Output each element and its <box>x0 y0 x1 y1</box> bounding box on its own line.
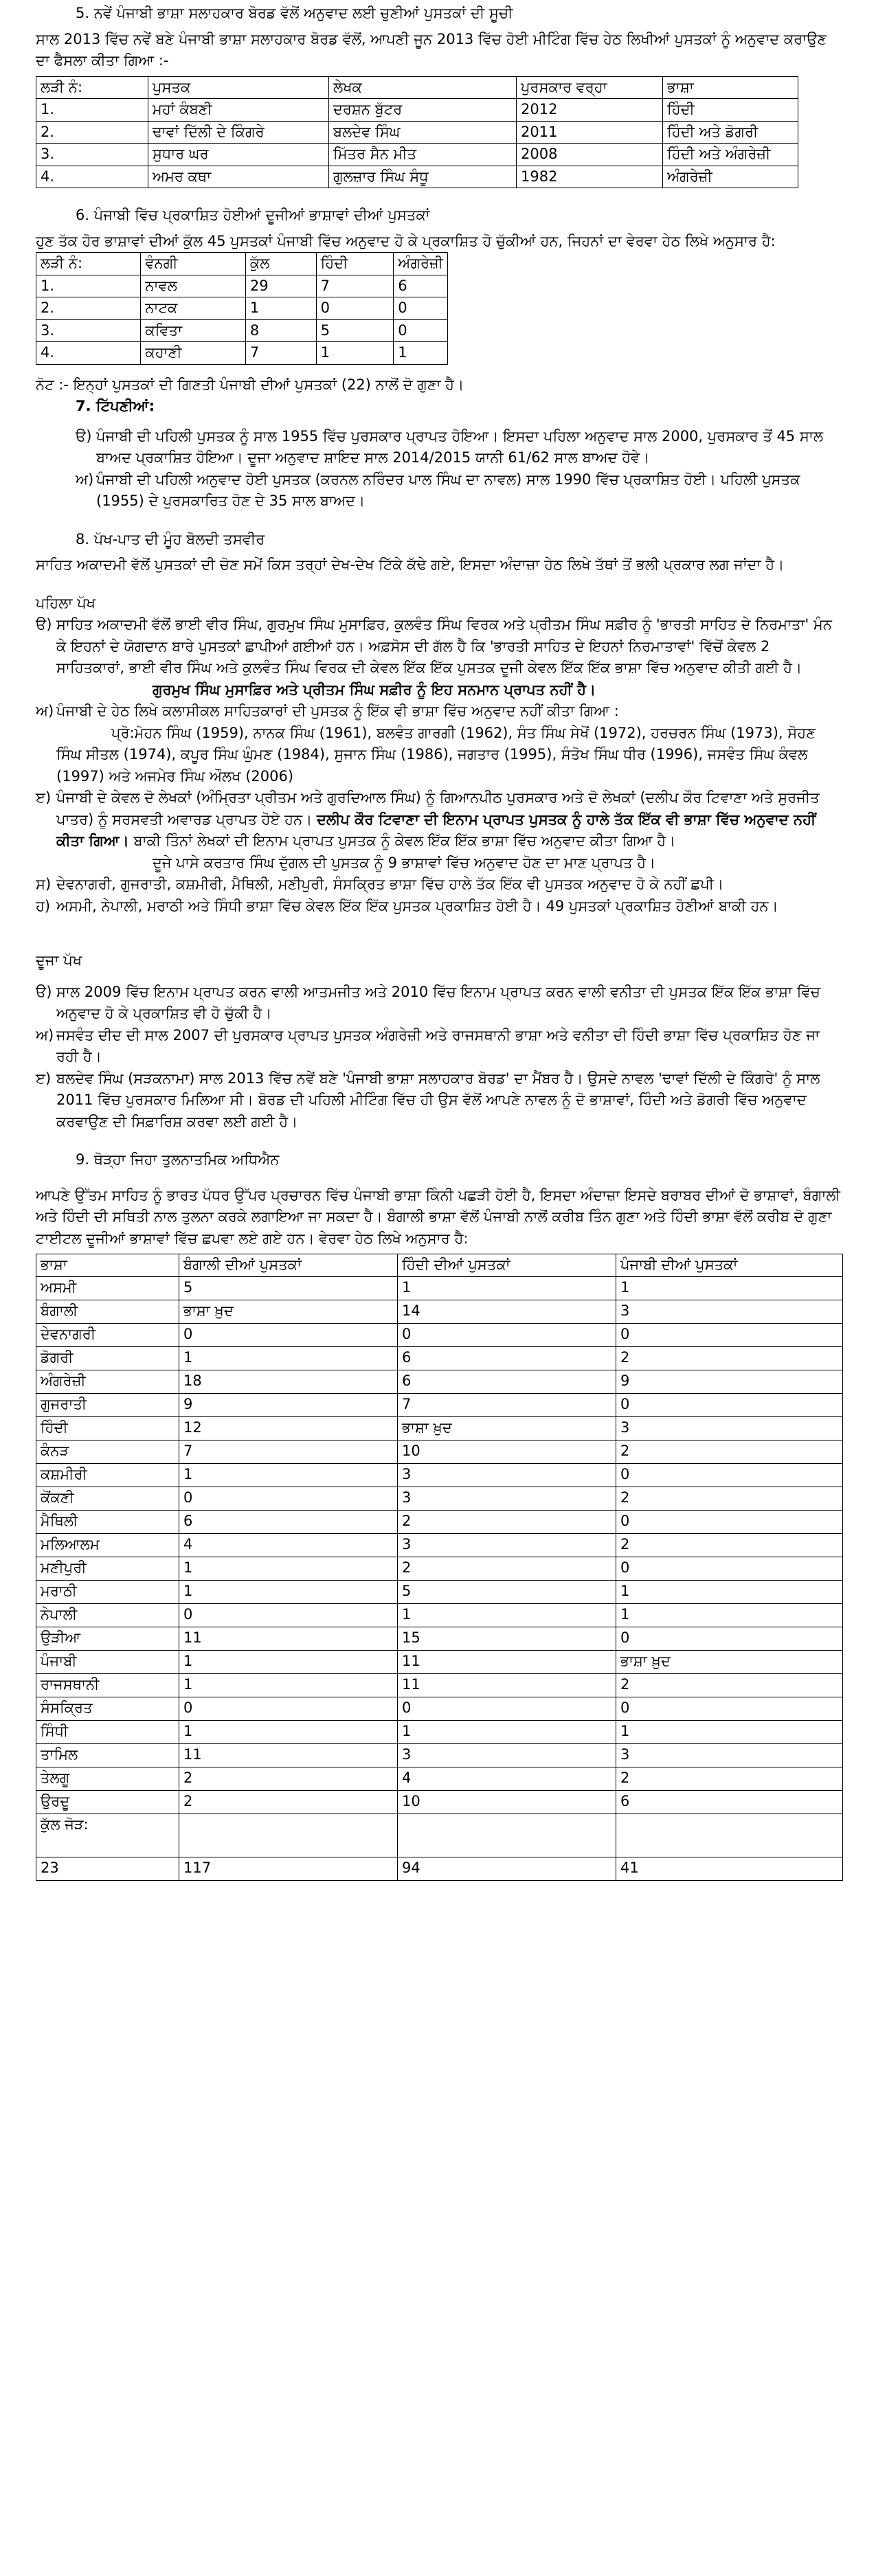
section-6-note: ਨੋਟ :- ਇਨ੍ਹਾਂ ਪੁਸਤਕਾਂ ਦੀ ਗਿਣਤੀ ਪੰਜਾਬੀ ਦੀਆਂ ਪੁਸਤਕਾਂ (22) ਨਾਲੋਂ ਦੋ ਗੁਣਾ ਹੈ। <box>36 376 464 393</box>
item-bold-text: ਦਲੀਪ ਕੌਰ ਟਿਵਾਣਾ ਦੀ ਇਨਾਮ ਪ੍ਰਾਪਤ ਪੁਸਤਕ ਨੂੰ ਹਾਲੇ ਤੱਕ ਇੱਕ ਵੀ ਭਾਸ਼ਾ ਵਿੱਚ ਅਨੁਵਾਦ ਨਹੀਂ ਕੀਤਾ ਗਿਆ। <box>56 811 816 849</box>
cell: 6 <box>398 1370 616 1393</box>
list-item <box>76 426 840 469</box>
cell: 7 <box>245 342 316 365</box>
table-row <box>36 1463 843 1487</box>
cell: 0 <box>398 1697 616 1720</box>
col-total: ਕੁੱਲ <box>245 253 316 275</box>
total-label-row <box>36 1814 843 1857</box>
total-cell: 23 <box>36 1857 179 1880</box>
list-item <box>36 1068 840 1133</box>
section-7 <box>36 396 840 512</box>
cell: 3 <box>398 1743 616 1767</box>
cell: 5 <box>179 1276 398 1300</box>
col-language: ਭਾਸ਼ਾ <box>663 76 798 99</box>
empty-cell <box>398 1814 616 1857</box>
cell: 7 <box>398 1393 616 1416</box>
col-book: ਪੁਸਤਕ <box>148 76 329 99</box>
table-row <box>36 144 798 166</box>
cell: 0 <box>616 1510 843 1533</box>
cell: 8 <box>245 319 316 342</box>
table-row <box>36 1697 843 1720</box>
section-5-heading: 5. ਨਵੇਂ ਪੰਜਾਬੀ ਭਾਸ਼ਾ ਸਲਾਹਕਾਰ ਬੋਰਡ ਵੱਲੋਂ ਅਨੁਵਾਦ ਲਈ ਚੁਣੀਆਂ ਪੁਸਤਕਾਂ ਦੀ ਸੂਚੀ <box>76 5 513 21</box>
cell: 3 <box>616 1743 843 1767</box>
cell: 0 <box>616 1557 843 1580</box>
section-6-heading: 6. ਪੰਜਾਬੀ ਵਿੱਚ ਪ੍ਰਕਾਸ਼ਿਤ ਹੋਈਆਂ ਦੂਜੀਆਂ ਭਾਸ਼ਾਵਾਂ ਦੀਆਂ ਪੁਸਤਕਾਂ <box>76 207 430 223</box>
item-marker: ਅ) <box>76 471 94 488</box>
cell: ਕੰਨੜ <box>36 1440 179 1463</box>
cell: 0 <box>616 1627 843 1650</box>
cell: 1. <box>36 99 148 122</box>
col-english: ਅੰਗਰੇਜ਼ੀ <box>394 253 448 275</box>
item-marker: ੲ) <box>36 1070 52 1087</box>
item-text: ਜਸਵੰਤ ਦੀਦ ਦੀ ਸਾਲ 2007 ਦੀ ਪੁਰਸਕਾਰ ਪ੍ਰਾਪਤ ਪੁਸਤਕ ਅੰਗਰੇਜ਼ੀ ਅਤੇ ਰਾਜਸਥਾਨੀ ਭਾਸ਼ਾ ਅਤੇ ਵਨੀਤਾ ਦੀ ਹਿੰਦੀ ਭਾਸ਼ਾ ਵਿੱਚ ਪ੍ਰਕਾਸ਼ਿਤ ਹੋਣ ਜਾ ਰਹੀ ਹੈ। <box>56 1026 820 1065</box>
table-row <box>36 1510 843 1533</box>
table-row <box>36 1627 843 1650</box>
item-text: ਅਸਮੀ, ਨੇਪਾਲੀ, ਮਰਾਠੀ ਅਤੇ ਸਿੰਧੀ ਭਾਸ਼ਾ ਵਿੱਚ ਕੇਵਲ ਇੱਕ ਇੱਕ ਪੁਸਤਕ ਪ੍ਰਕਾਸ਼ਿਤ ਹੋਈ ਹੈ। 49 ਪੁਸਤਕਾਂ ਪ੍ਰਕਾਸ਼ਿਤ ਹੋਣੀਆਂ ਬਾਕੀ ਹਨ। <box>56 897 778 914</box>
table-row <box>36 121 798 144</box>
list-item <box>36 614 840 701</box>
cell: 2 <box>616 1767 843 1790</box>
cell: ਸੰਸਕ੍ਰਿਤ <box>36 1697 179 1720</box>
table-row <box>36 1323 843 1346</box>
cell: 18 <box>179 1370 398 1393</box>
table-row <box>36 166 798 188</box>
cell: ਦਰਸ਼ਨ ਬੁੱਟਰ <box>329 99 517 122</box>
cell: 3 <box>616 1416 843 1440</box>
cell: 1 <box>398 1603 616 1627</box>
cell: ਭਾਸ਼ਾ ਖ਼ੁਦ <box>398 1416 616 1440</box>
cell: ਸੁਧਾਰ ਘਰ <box>148 144 329 166</box>
section-8-intro: ਸਾਹਿਤ ਅਕਾਦਮੀ ਵੱਲੋਂ ਪੁਸਤਕਾਂ ਦੀ ਚੋਣ ਸਮੇਂ ਕਿਸ ਤਰ੍ਹਾਂ ਦੇਖ-ਦੇਖ ਟਿੱਕੇ ਕੱਢੇ ਗਏ, ਇਸਦਾ ਅੰਦਾਜ਼ਾ ਹੇਠ ਲਿਖੇ ਤੱਥਾਂ ਤੋਂ ਭਲੀ ਪ੍ਰਕਾਰ ਲਗ ਜਾਂਦਾ ਹੈ। <box>36 556 785 573</box>
comparison-table <box>36 1254 843 1881</box>
cell: 3 <box>398 1533 616 1557</box>
cell: ਹਿੰਦੀ ਅਤੇ ਡੋਗਰੀ <box>663 121 798 144</box>
list-item <box>36 896 840 918</box>
cell: ਕਵਿਤਾ <box>141 319 246 342</box>
table-row <box>36 342 448 365</box>
table-row <box>36 1790 843 1814</box>
cell: 0 <box>616 1323 843 1346</box>
empty-cell <box>179 1814 398 1857</box>
col-genre: ਵੰਨਗੀ <box>141 253 246 275</box>
cell: 1 <box>316 342 394 365</box>
comparison-table-body <box>36 1276 843 1880</box>
cell: 1 <box>179 1557 398 1580</box>
item-marker: ਹ) <box>36 897 51 914</box>
cell: 10 <box>398 1790 616 1814</box>
cell: ਕਸ਼ਮੀਰੀ <box>36 1463 179 1487</box>
cell: 4 <box>398 1767 616 1790</box>
item-marker: ੳ) <box>36 983 52 1000</box>
cell: 2 <box>616 1346 843 1370</box>
cell: ਮਰਾਠੀ <box>36 1580 179 1603</box>
cell: 2 <box>616 1533 843 1557</box>
cell: ਡੋਗਰੀ <box>36 1346 179 1370</box>
table-row <box>36 1743 843 1767</box>
cell: ਦੇਵਨਾਗਰੀ <box>36 1323 179 1346</box>
cell: ਉਰਦੂ <box>36 1790 179 1814</box>
table-row <box>36 1650 843 1673</box>
cell: 6 <box>394 275 448 297</box>
cell: 10 <box>398 1440 616 1463</box>
selected-books-table <box>36 76 798 189</box>
cell: ਮਣੀਪੁਰੀ <box>36 1557 179 1580</box>
list-item <box>36 787 840 874</box>
cell: 1 <box>179 1346 398 1370</box>
table-row <box>36 1673 843 1697</box>
cell: 1 <box>179 1673 398 1697</box>
cell: ਮੈਥਿਲੀ <box>36 1510 179 1533</box>
cell: ਮਲਿਆਲਮ <box>36 1533 179 1557</box>
cell: ਤੇਲਗੂ <box>36 1767 179 1790</box>
cell: ਹਿੰਦੀ <box>36 1416 179 1440</box>
table-row <box>36 1416 843 1440</box>
section-8 <box>36 529 840 1133</box>
table-row <box>36 1720 843 1743</box>
cell: 3 <box>398 1487 616 1510</box>
col-serial: ਲੜੀ ਨੰ: <box>36 253 141 275</box>
table-row <box>36 1276 843 1300</box>
cell: 1 <box>616 1276 843 1300</box>
cell: 1 <box>398 1276 616 1300</box>
cell: 5 <box>316 319 394 342</box>
col-hindi-books: ਹਿੰਦੀ ਦੀਆਂ ਪੁਸਤਕਾਂ <box>398 1254 616 1277</box>
cell: ਢਾਵਾਂ ਦਿੱਲੀ ਦੇ ਕਿੰਗਰੇ <box>148 121 329 144</box>
table-row <box>36 1557 843 1580</box>
cell: 0 <box>316 297 394 320</box>
cell: 14 <box>398 1300 616 1323</box>
cell: ਅਸਮੀ <box>36 1276 179 1300</box>
table-row <box>36 1300 843 1323</box>
table-row <box>36 1580 843 1603</box>
cell: 0 <box>179 1697 398 1720</box>
cell: ਭਾਸ਼ਾ ਖ਼ੁਦ <box>179 1300 398 1323</box>
cell: 11 <box>179 1743 398 1767</box>
col-author: ਲੇਖਕ <box>329 76 517 99</box>
cell: 1 <box>616 1580 843 1603</box>
cell: 5 <box>398 1580 616 1603</box>
item-marker: ਅ) <box>36 703 54 719</box>
cell: ਮਹਾਂ ਕੰਬਣੀ <box>148 99 329 122</box>
cell: 0 <box>616 1463 843 1487</box>
cell: 1 <box>245 297 316 320</box>
cell: 2012 <box>517 99 663 122</box>
section-7-heading: 7. ਟਿੱਪਣੀਆਂ: <box>76 398 155 414</box>
cell: ਪੰਜਾਬੀ <box>36 1650 179 1673</box>
table-row <box>36 1393 843 1416</box>
cell: 1 <box>394 342 448 365</box>
item-marker: ੳ) <box>36 616 52 633</box>
section-9-intro: ਆਪਣੇ ਉੱਤਮ ਸਾਹਿਤ ਨੂੰ ਭਾਰਤ ਪੱਧਰ ਉੱਪਰ ਪ੍ਰਚਾਰਨ ਵਿੱਚ ਪੰਜਾਬੀ ਭਾਸ਼ਾ ਕਿੰਨੀ ਪਛੜੀ ਹੋਈ ਹੈ, ਇਸਦਾ ਅੰਦਾਜ਼ਾ ਇਸਦੇ ਬਰਾਬਰ ਦੀਆਂ ਦੋ ਭਾਸ਼ਾਵਾਂ, ਬੰਗਾਲੀ ਅਤੇ ਹਿੰਦੀ ਦੀ ਸਥਿਤੀ ਨਾਲ ਤੁਲਨਾ ਕਰਕੇ ਲਗਾਇਆ ਜਾ ਸਕਦਾ ਹੈ। ਬੰਗਾਲੀ ਭਾਸ਼ਾ ਵੱਲੋਂ ਪੰਜਾਬੀ ਨਾਲੋਂ ਕਰੀਬ ਤਿੰਨ ਗੁਣਾ ਅਤੇ ਹਿੰਦੀ ਭਾਸ਼ਾ ਵੱਲੋਂ ਕਰੀਬ ਦੋ ਗੁਣਾ ਟਾਈਟਲ ਦੂਜੀਆਂ ਭਾਸ਼ਾਵਾਂ ਵਿੱਚ ਛਪਵਾ ਲਏ ਗਏ ਹਨ। ਵੇਰਵਾ ਹੇਠ ਲਿਖੇ ਅਨੁਸਾਰ ਹੈ: <box>36 1186 840 1247</box>
cell: 0 <box>179 1323 398 1346</box>
table-row <box>36 1603 843 1627</box>
col-punjabi-books: ਪੰਜਾਬੀ ਦੀਆਂ ਪੁਸਤਕਾਂ <box>616 1254 843 1277</box>
item-marker: ਸ) <box>36 876 52 892</box>
cell: 2008 <box>517 144 663 166</box>
cell: ਨਾਵਲ <box>141 275 246 297</box>
cell: ਕਹਾਣੀ <box>141 342 246 365</box>
cell: 2 <box>179 1790 398 1814</box>
cell: ਹਿੰਦੀ <box>663 99 798 122</box>
section-6-intro: ਹੁਣ ਤੱਕ ਹੋਰ ਭਾਸ਼ਾਵਾਂ ਦੀਆਂ ਕੁੱਲ 45 ਪੁਸਤਕਾਂ ਪੰਜਾਬੀ ਵਿੱਚ ਅਨੁਵਾਦ ਹੋ ਕੇ ਪ੍ਰਕਾਸ਼ਿਤ ਹੋ ਚੁੱਕੀਆਂ ਹਨ, ਜਿਹਨਾਂ ਦਾ ਵੇਰਵਾ ਹੇਠ ਲਿਖੇ ਅਨੁਸਾਰ ਹੈ: <box>36 232 776 249</box>
item-text: ਸਾਹਿਤ ਅਕਾਦਮੀ ਵੱਲੋਂ ਭਾਈ ਵੀਰ ਸਿੰਘ, ਗੁਰਮੁਖ ਸਿੰਘ ਮੁਸਾਫ਼ਿਰ, ਕੁਲਵੰਤ ਸਿੰਘ ਵਿਰਕ ਅਤੇ ਪ੍ਰੀਤਮ ਸਿੰਘ ਸਫ਼ੀਰ ਨੂੰ 'ਭਾਰਤੀ ਸਾਹਿਤ ਦੇ ਨਿਰਮਾਤਾ' ਮੰਨ ਕੇ ਇਹਨਾਂ ਦੇ ਯੋਗਦਾਨ ਬਾਰੇ ਪੁਸਤਕਾਂ ਛਾਪੀਆਂ ਗਈਆਂ ਹਨ। ਅਫ਼ਸੋਸ ਦੀ ਗੱਲ ਹੈ ਕਿ 'ਭਾਰਤੀ ਸਾਹਿਤ ਦੇ ਇਹਨਾਂ ਨਿਰਮਾਤਾਵਾਂ' ਵਿੱਚੋਂ ਕੇਵਲ 2 ਸਾਹਿਤਕਾਰਾਂ, ਭਾਈ ਵੀਰ ਸਿੰਘ ਅਤੇ ਕੁਲਵੰਤ ਸਿੰਘ ਵਿਰਕ ਦੀ ਕੇਵਲ ਇੱਕ ਇੱਕ ਪੁਸਤਕ ਦੂਜੀ ਕੇਵਲ ਇੱਕ ਇੱਕ ਭਾਸ਼ਾ ਵਿੱਚ ਅਨੁਵਾਦ ਕੀਤੀ ਗਈ ਹੈ। <box>56 616 832 676</box>
item-text: ਬਲਦੇਵ ਸਿੰਘ (ਸੜਕਨਾਮਾ) ਸਾਲ 2013 ਵਿੱਚ ਨਵੇਂ ਬਣੇ 'ਪੰਜਾਬੀ ਭਾਸ਼ਾ ਸਲਾਹਕਾਰ ਬੋਰਡ' ਦਾ ਮੈਂਬਰ ਹੈ। ਉਸਦੇ ਨਾਵਲ 'ਢਾਵਾਂ ਦਿੱਲੀ ਦੇ ਕਿੰਗਰੇ' ਨੂੰ ਸਾਲ 2011 ਵਿੱਚ ਪੁਰਸਕਾਰ ਮਿਲਿਆ ਸੀ। ਬੋਰਡ ਦੀ ਪਹਿਲੀ ਮੀਟਿੰਗ ਵਿੱਚ ਹੀ ਉਸ ਵੱਲੋਂ ਆਪਣੇ ਨਾਵਲ ਨੂੰ ਦੋ ਭਾਸ਼ਾਵਾਂ, ਹਿੰਦੀ ਅਤੇ ਡੋਗਰੀ ਵਿੱਚ ਅਨੁਵਾਦ ਕਰਵਾਉਣ ਦੀ ਸਿਫ਼ਾਰਿਸ਼ ਕਰਵਾ ਲਈ ਗਈ ਹੈ। <box>56 1070 820 1130</box>
cell: 9 <box>616 1370 843 1393</box>
cell: 3 <box>398 1463 616 1487</box>
table-row <box>36 1533 843 1557</box>
table-row <box>36 297 448 320</box>
cell: 2 <box>616 1673 843 1697</box>
table-header-row <box>36 253 448 275</box>
col-hindi: ਹਿੰਦੀ <box>316 253 394 275</box>
item-marker: ੲ) <box>36 789 52 806</box>
cell: 2011 <box>517 121 663 144</box>
cell: ਰਾਜਸਥਾਨੀ <box>36 1673 179 1697</box>
second-side-title: ਦੂਜਾ ਪੱਖ <box>36 952 82 969</box>
cell: ਅਮਰ ਕਥਾ <box>148 166 329 188</box>
table-row <box>36 1487 843 1510</box>
item-text: ਪੰਜਾਬੀ ਦੀ ਪਹਿਲੀ ਪੁਸਤਕ ਨੂੰ ਸਾਲ 1955 ਵਿੱਚ ਪੁਰਸਕਾਰ ਪ੍ਰਾਪਤ ਹੋਇਆ। ਇਸਦਾ ਪਹਿਲਾ ਅਨੁਵਾਦ ਸਾਲ 2000, ਪੁਰਸਕਾਰ ਤੋਂ 45 ਸਾਲ ਬਾਅਦ ਪ੍ਰਕਾਸ਼ਿਤ ਹੋਇਆ। ਦੂਜਾ ਅਨੁਵਾਦ ਸ਼ਾਇਦ ਸਾਲ 2014/2015 ਯਾਨੀ 61/62 ਸਾਲ ਬਾਅਦ ਹੋਵੇ। <box>96 427 824 466</box>
list-item <box>76 469 840 512</box>
total-cell: 94 <box>398 1857 616 1880</box>
col-award-year: ਪੁਰਸਕਾਰ ਵਰ੍ਹਾ <box>517 76 663 99</box>
section-8-heading: 8. ਪੱਖ-ਪਾਤ ਦੀ ਮੂੰਹ ਬੋਲਦੀ ਤਸਵੀਰ <box>76 530 265 547</box>
table-header-row <box>36 1254 843 1277</box>
table-row <box>36 1346 843 1370</box>
cell: 29 <box>245 275 316 297</box>
cell: 1. <box>36 275 141 297</box>
cell: 4. <box>36 166 148 188</box>
table-row <box>36 275 448 297</box>
cell: 1982 <box>517 166 663 188</box>
translated-books-table <box>36 252 448 365</box>
item-bold-text: ਗੁਰਮੁਖ ਸਿੰਘ ਮੁਸਾਫ਼ਿਰ ਅਤੇ ਪ੍ਰੀਤਮ ਸਿੰਘ ਸਫ਼ੀਰ ਨੂੰ ਇਹ ਸਨਮਾਨ ਪ੍ਰਾਪਤ ਨਹੀਂ ਹੈ। <box>153 681 596 698</box>
cell: ਹਿੰਦੀ ਅਤੇ ਅੰਗਰੇਜ਼ੀ <box>663 144 798 166</box>
total-cell: 41 <box>616 1857 843 1880</box>
cell: 2 <box>179 1767 398 1790</box>
table-row <box>36 1767 843 1790</box>
cell: 2 <box>398 1557 616 1580</box>
list-item <box>36 874 840 896</box>
cell: 9 <box>179 1393 398 1416</box>
cell: 3. <box>36 319 141 342</box>
cell: 12 <box>179 1416 398 1440</box>
item-marker: ੳ) <box>76 427 92 444</box>
cell: 6 <box>616 1790 843 1814</box>
col-serial: ਲੜੀ ਨੰ: <box>36 76 148 99</box>
cell: ਬਲਦੇਵ ਸਿੰਘ <box>329 121 517 144</box>
cell: 2 <box>616 1487 843 1510</box>
cell: 1 <box>398 1720 616 1743</box>
total-cell: 117 <box>179 1857 398 1880</box>
cell: ਭਾਸ਼ਾ ਖ਼ੁਦ <box>616 1650 843 1673</box>
cell: 11 <box>398 1673 616 1697</box>
section-9 <box>36 1149 840 1881</box>
cell: 3. <box>36 144 148 166</box>
table-row <box>36 1370 843 1393</box>
cell: 2. <box>36 121 148 144</box>
table-row <box>36 99 798 122</box>
cell: ਗੁਜਰਾਤੀ <box>36 1393 179 1416</box>
total-label: ਕੁੱਲ ਜੋੜ: <box>36 1814 179 1857</box>
list-item <box>36 1025 840 1068</box>
cell: 1 <box>179 1650 398 1673</box>
list-item <box>36 982 840 1025</box>
cell: 11 <box>398 1650 616 1673</box>
item-text: ਦੇਵਨਾਗਰੀ, ਗੁਜਰਾਤੀ, ਕਸ਼ਮੀਰੀ, ਮੈਥਿਲੀ, ਮਣੀਪੁਰੀ, ਸੰਸਕ੍ਰਿਤ ਭਾਸ਼ਾ ਵਿੱਚ ਹਾਲੇ ਤੱਕ ਇੱਕ ਵੀ ਪੁਸਤਕ ਅਨੁਵਾਦ ਹੋ ਕੇ ਨਹੀਂ ਛਪੀ। <box>56 876 724 892</box>
cell: ਸਿੰਧੀ <box>36 1720 179 1743</box>
table-header-row <box>36 76 798 99</box>
classical-authors-list: ਪ੍ਰੋ:ਮੋਹਨ ਸਿੰਘ (1959), ਨਾਨਕ ਸਿੰਘ (1961), ਬਲਵੰਤ ਗਾਰਗੀ (1962), ਸੰਤ ਸਿੰਘ ਸੇਖੋਂ (1972), ਹਰਚਰਨ ਸਿੰਘ (1973), ਸੋਹਣ ਸਿੰਘ ਸੀਤਲ (1974), ਕਪੂਰ ਸਿੰਘ ਘੁੰਮਣ (1984), ਸੁਜਾਨ ਸਿੰਘ (1986), ਜਗਤਾਰ (1995), ਸੰਤੋਖ ਸਿੰਘ ਧੀਰ (1996), ਜਸਵੰਤ ਸਿੰਘ ਕੰਵਲ (1997) ਅਤੇ ਅਜਮੇਰ ਸਿੰਘ ਔਲਖ (2006) <box>56 724 816 784</box>
cell: 7 <box>316 275 394 297</box>
cell: 0 <box>616 1393 843 1416</box>
cell: 15 <box>398 1627 616 1650</box>
cell: 0 <box>398 1323 616 1346</box>
cell: ਅੰਗਰੇਜ਼ੀ <box>663 166 798 188</box>
section-5 <box>36 3 840 188</box>
col-bengali-books: ਬੰਗਾਲੀ ਦੀਆਂ ਪੁਸਤਕਾਂ <box>179 1254 398 1277</box>
cell: ਗੁਲਜ਼ਾਰ ਸਿੰਘ ਸੰਧੂ <box>329 166 517 188</box>
cell: 2 <box>616 1440 843 1463</box>
totals-row <box>36 1857 843 1880</box>
cell: 1 <box>616 1720 843 1743</box>
list-item <box>36 701 840 787</box>
col-language: ਭਾਸ਼ਾ <box>36 1254 179 1277</box>
item-marker: ਅ) <box>36 1026 54 1043</box>
empty-cell <box>616 1814 843 1857</box>
first-side-title: ਪਹਿਲਾ ਪੱਖ <box>36 594 96 611</box>
table-row <box>36 319 448 342</box>
section-6 <box>36 205 840 396</box>
section-9-heading: 9. ਥੋੜ੍ਹਾ ਜਿਹਾ ਤੁਲਨਾਤਮਿਕ ਅਧਿਐਨ <box>76 1151 280 1168</box>
table-row <box>36 1440 843 1463</box>
cell: 0 <box>179 1603 398 1627</box>
cell: ਅੰਗਰੇਜ਼ੀ <box>36 1370 179 1393</box>
cell: 6 <box>179 1510 398 1533</box>
item-text: ਪੰਜਾਬੀ ਦੇ ਹੇਠ ਲਿਖੇ ਕਲਾਸੀਕਲ ਸਾਹਿਤਕਾਰਾਂ ਦੀ ਪੁਸਤਕ ਨੂੰ ਇੱਕ ਵੀ ਭਾਸ਼ਾ ਵਿੱਚ ਅਨੁਵਾਦ ਨਹੀਂ ਕੀਤਾ ਗਿਆ : <box>56 703 619 719</box>
cell: 7 <box>179 1440 398 1463</box>
cell: 2. <box>36 297 141 320</box>
cell: ਤਾਮਿਲ <box>36 1743 179 1767</box>
cell: 0 <box>179 1487 398 1510</box>
cell: 4 <box>179 1533 398 1557</box>
cell: ਨੇਪਾਲੀ <box>36 1603 179 1627</box>
cell: ਉੜੀਆ <box>36 1627 179 1650</box>
cell: 2 <box>398 1510 616 1533</box>
cell: 3 <box>616 1300 843 1323</box>
cell: ਬੰਗਾਲੀ <box>36 1300 179 1323</box>
cell: 1 <box>179 1720 398 1743</box>
item-text: ਪੰਜਾਬੀ ਦੇ ਕੇਵਲ ਦੋ ਲੇਖਕਾਂ (ਅੰਮ੍ਰਿਤਾ ਪ੍ਰੀਤਮ ਅਤੇ ਗੁਰਦਿਆਲ ਸਿੰਘ) ਨੂੰ ਗਿਆਨਪੀਠ ਪੁਰਸਕਾਰ ਅਤੇ ਦੋ ਲੇਖਕਾਂ (ਦਲੀਪ ਕੌਰ ਟਿਵਾਣਾ ਅਤੇ ਸੁਰਜੀਤ ਪਾਤਰ) ਨੂੰ ਸਰਸਵਤੀ ਅਵਾਰਡ ਪ੍ਰਾਪਤ ਹੋਏ ਹਨ। <box>56 789 820 828</box>
item-text-continued: ਬਾਕੀ ਤਿੰਨਾਂ ਲੇਖਕਾਂ ਦੀ ਇਨਾਮ ਪ੍ਰਾਪਤ ਪੁਸਤਕ ਨੂੰ ਕੇਵਲ ਇੱਕ ਇੱਕ ਭਾਸ਼ਾ ਵਿੱਚ ਅਨੁਵਾਦ ਕੀਤਾ ਗਿਆ ਹੈ। <box>133 833 676 849</box>
item-text: ਸਾਲ 2009 ਵਿੱਚ ਇਨਾਮ ਪ੍ਰਾਪਤ ਕਰਨ ਵਾਲੀ ਆਤਮਜੀਤ ਅਤੇ 2010 ਵਿੱਚ ਇਨਾਮ ਪ੍ਰਾਪਤ ਕਰਨ ਵਾਲੀ ਵਨੀਤਾ ਦੀ ਪੁਸਤਕ ਇੱਕ ਇੱਕ ਭਾਸ਼ਾ ਵਿੱਚ ਅਨੁਵਾਦ ਹੋ ਕੇ ਪ੍ਰਕਾਸ਼ਿਤ ਵੀ ਹੋ ਚੁੱਕੀ ਹੈ। <box>56 983 820 1021</box>
cell: 0 <box>616 1697 843 1720</box>
cell: 0 <box>394 319 448 342</box>
cell: ਕੋਂਕਣੀ <box>36 1487 179 1510</box>
cell: 4. <box>36 342 141 365</box>
cell: 1 <box>179 1580 398 1603</box>
cell: 6 <box>398 1346 616 1370</box>
cell: 11 <box>179 1627 398 1650</box>
cell: ਮਿੱਤਰ ਸੈਨ ਮੀਤ <box>329 144 517 166</box>
cell: ਨਾਟਕ <box>141 297 246 320</box>
cell: 0 <box>394 297 448 320</box>
cell: 1 <box>616 1603 843 1627</box>
cell: 1 <box>179 1463 398 1487</box>
section-5-intro: ਸਾਲ 2013 ਵਿੱਚ ਨਵੇਂ ਬਣੇ ਪੰਜਾਬੀ ਭਾਸ਼ਾ ਸਲਾਹਕਾਰ ਬੋਰਡ ਵੱਲੋਂ, ਆਪਣੀ ਜੂਨ 2013 ਵਿੱਚ ਹੋਈ ਮੀਟਿੰਗ ਵਿੱਚ ਹੇਠ ਲਿਖੀਆਂ ਪੁਸਤਕਾਂ ਨੂੰ ਅਨੁਵਾਦ ਕਰਾਉਣ ਦਾ ਫੈਸਲਾ ਕੀਤਾ ਗਿਆ :- <box>36 30 827 69</box>
item-text: ਪੰਜਾਬੀ ਦੀ ਪਹਿਲੀ ਅਨੁਵਾਦ ਹੋਈ ਪੁਸਤਕ (ਕਰਨਲ ਨਰਿੰਦਰ ਪਾਲ ਸਿੰਘ ਦਾ ਨਾਵਲ) ਸਾਲ 1990 ਵਿੱਚ ਪ੍ਰਕਾਸ਼ਿਤ ਹੋਈ। ਪਹਿਲੀ ਪੁਸਤਕ (1955) ਦੇ ਪੁਰਸਕਾਰਿਤ ਹੋਣ ਦੇ 35 ਸਾਲ ਬਾਅਦ। <box>96 471 800 509</box>
item-subnote: ਦੂਜੇ ਪਾਸੇ ਕਰਤਾਰ ਸਿੰਘ ਦੁੱਗਲ ਦੀ ਪੁਸਤਕ ਨੂੰ 9 ਭਾਸ਼ਾਵਾਂ ਵਿੱਚ ਅਨੁਵਾਦ ਹੋਣ ਦਾ ਮਾਣ ਪ੍ਰਾਪਤ ਹੈ। <box>153 854 656 871</box>
